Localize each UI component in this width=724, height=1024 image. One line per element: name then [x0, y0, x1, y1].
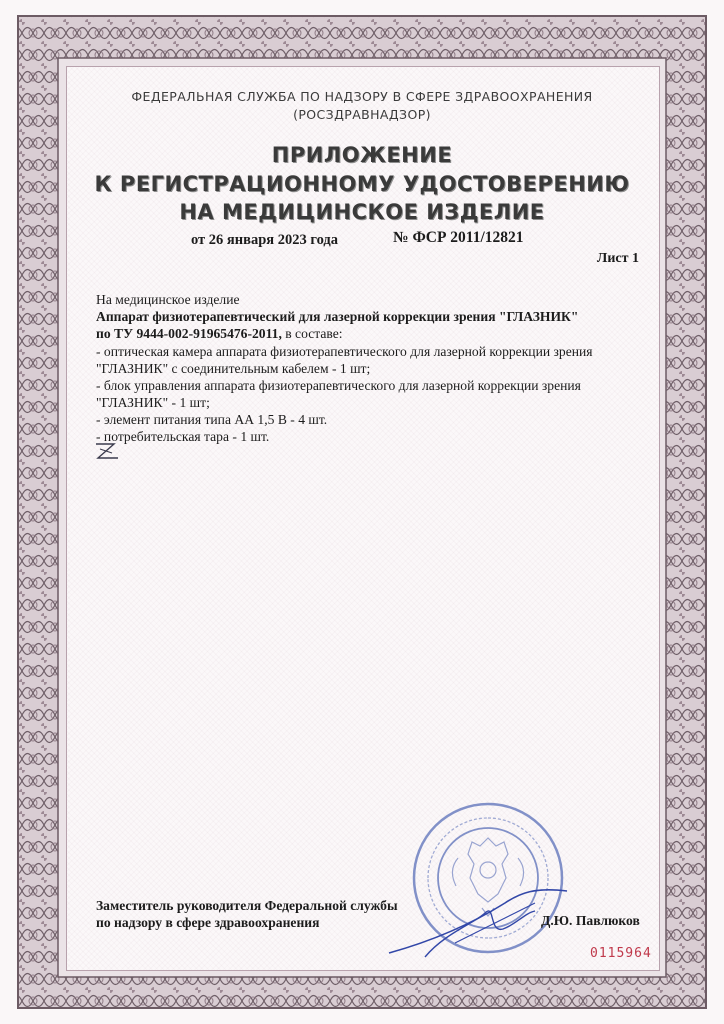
list-item: - элемент питания типа АА 1,5 В - 4 шт. [96, 412, 328, 427]
registration-date: от 26 января 2023 года [191, 232, 339, 248]
signer-position-line1: Заместитель руководителя Федеральной службы [96, 898, 398, 913]
serial-number: 0115964 [590, 946, 652, 961]
sheet-label: Лист 1 [596, 251, 639, 266]
spec-number: по ТУ 9444-002-91965476-2011, [96, 326, 282, 341]
list-item: "ГЛАЗНИК" - 1 шт; [96, 395, 210, 410]
spec-line [96, 326, 343, 342]
spec-rest: в составе: [281, 326, 343, 341]
doc-title-line2: К РЕГИСТРАЦИОННОМУ УДОСТОВЕРЕНИЮ [94, 172, 630, 196]
doc-title-line3: НА МЕДИЦИНСКОЕ ИЗДЕЛИЕ [179, 200, 545, 224]
signer-position-line2: по надзору в сфере здравоохранения [96, 915, 320, 930]
list-item: - оптическая камера аппарата физиотерапевтического для лазерной коррекции зрения [96, 344, 593, 359]
list-item: - блок управления аппарата физиотерапевтического для лазерной коррекции зрения [96, 378, 581, 393]
registration-number: № ФСР 2011/12821 [393, 229, 524, 246]
signer-name: Д.Ю. Павлюков [541, 913, 640, 928]
handwritten-z-mark [92, 438, 126, 464]
doc-title-line1: ПРИЛОЖЕНИЕ [271, 143, 453, 167]
list-item: "ГЛАЗНИК" с соединительным кабелем - 1 шт; [96, 361, 371, 376]
agency-abbreviation: (РОСЗДРАВНАДЗОР) [293, 107, 431, 122]
agency-name: ФЕДЕРАЛЬНАЯ СЛУЖБА ПО НАДЗОРУ В СФЕРЕ ЗДРАВООХРАНЕНИЯ [131, 89, 593, 104]
device-name: Аппарат физиотерапевтический для лазерной коррекции зрения "ГЛАЗНИК" [96, 309, 579, 324]
intro-text: На медицинское изделие [96, 292, 240, 307]
list-item: - потребительская тара - 1 шт. [96, 429, 270, 444]
